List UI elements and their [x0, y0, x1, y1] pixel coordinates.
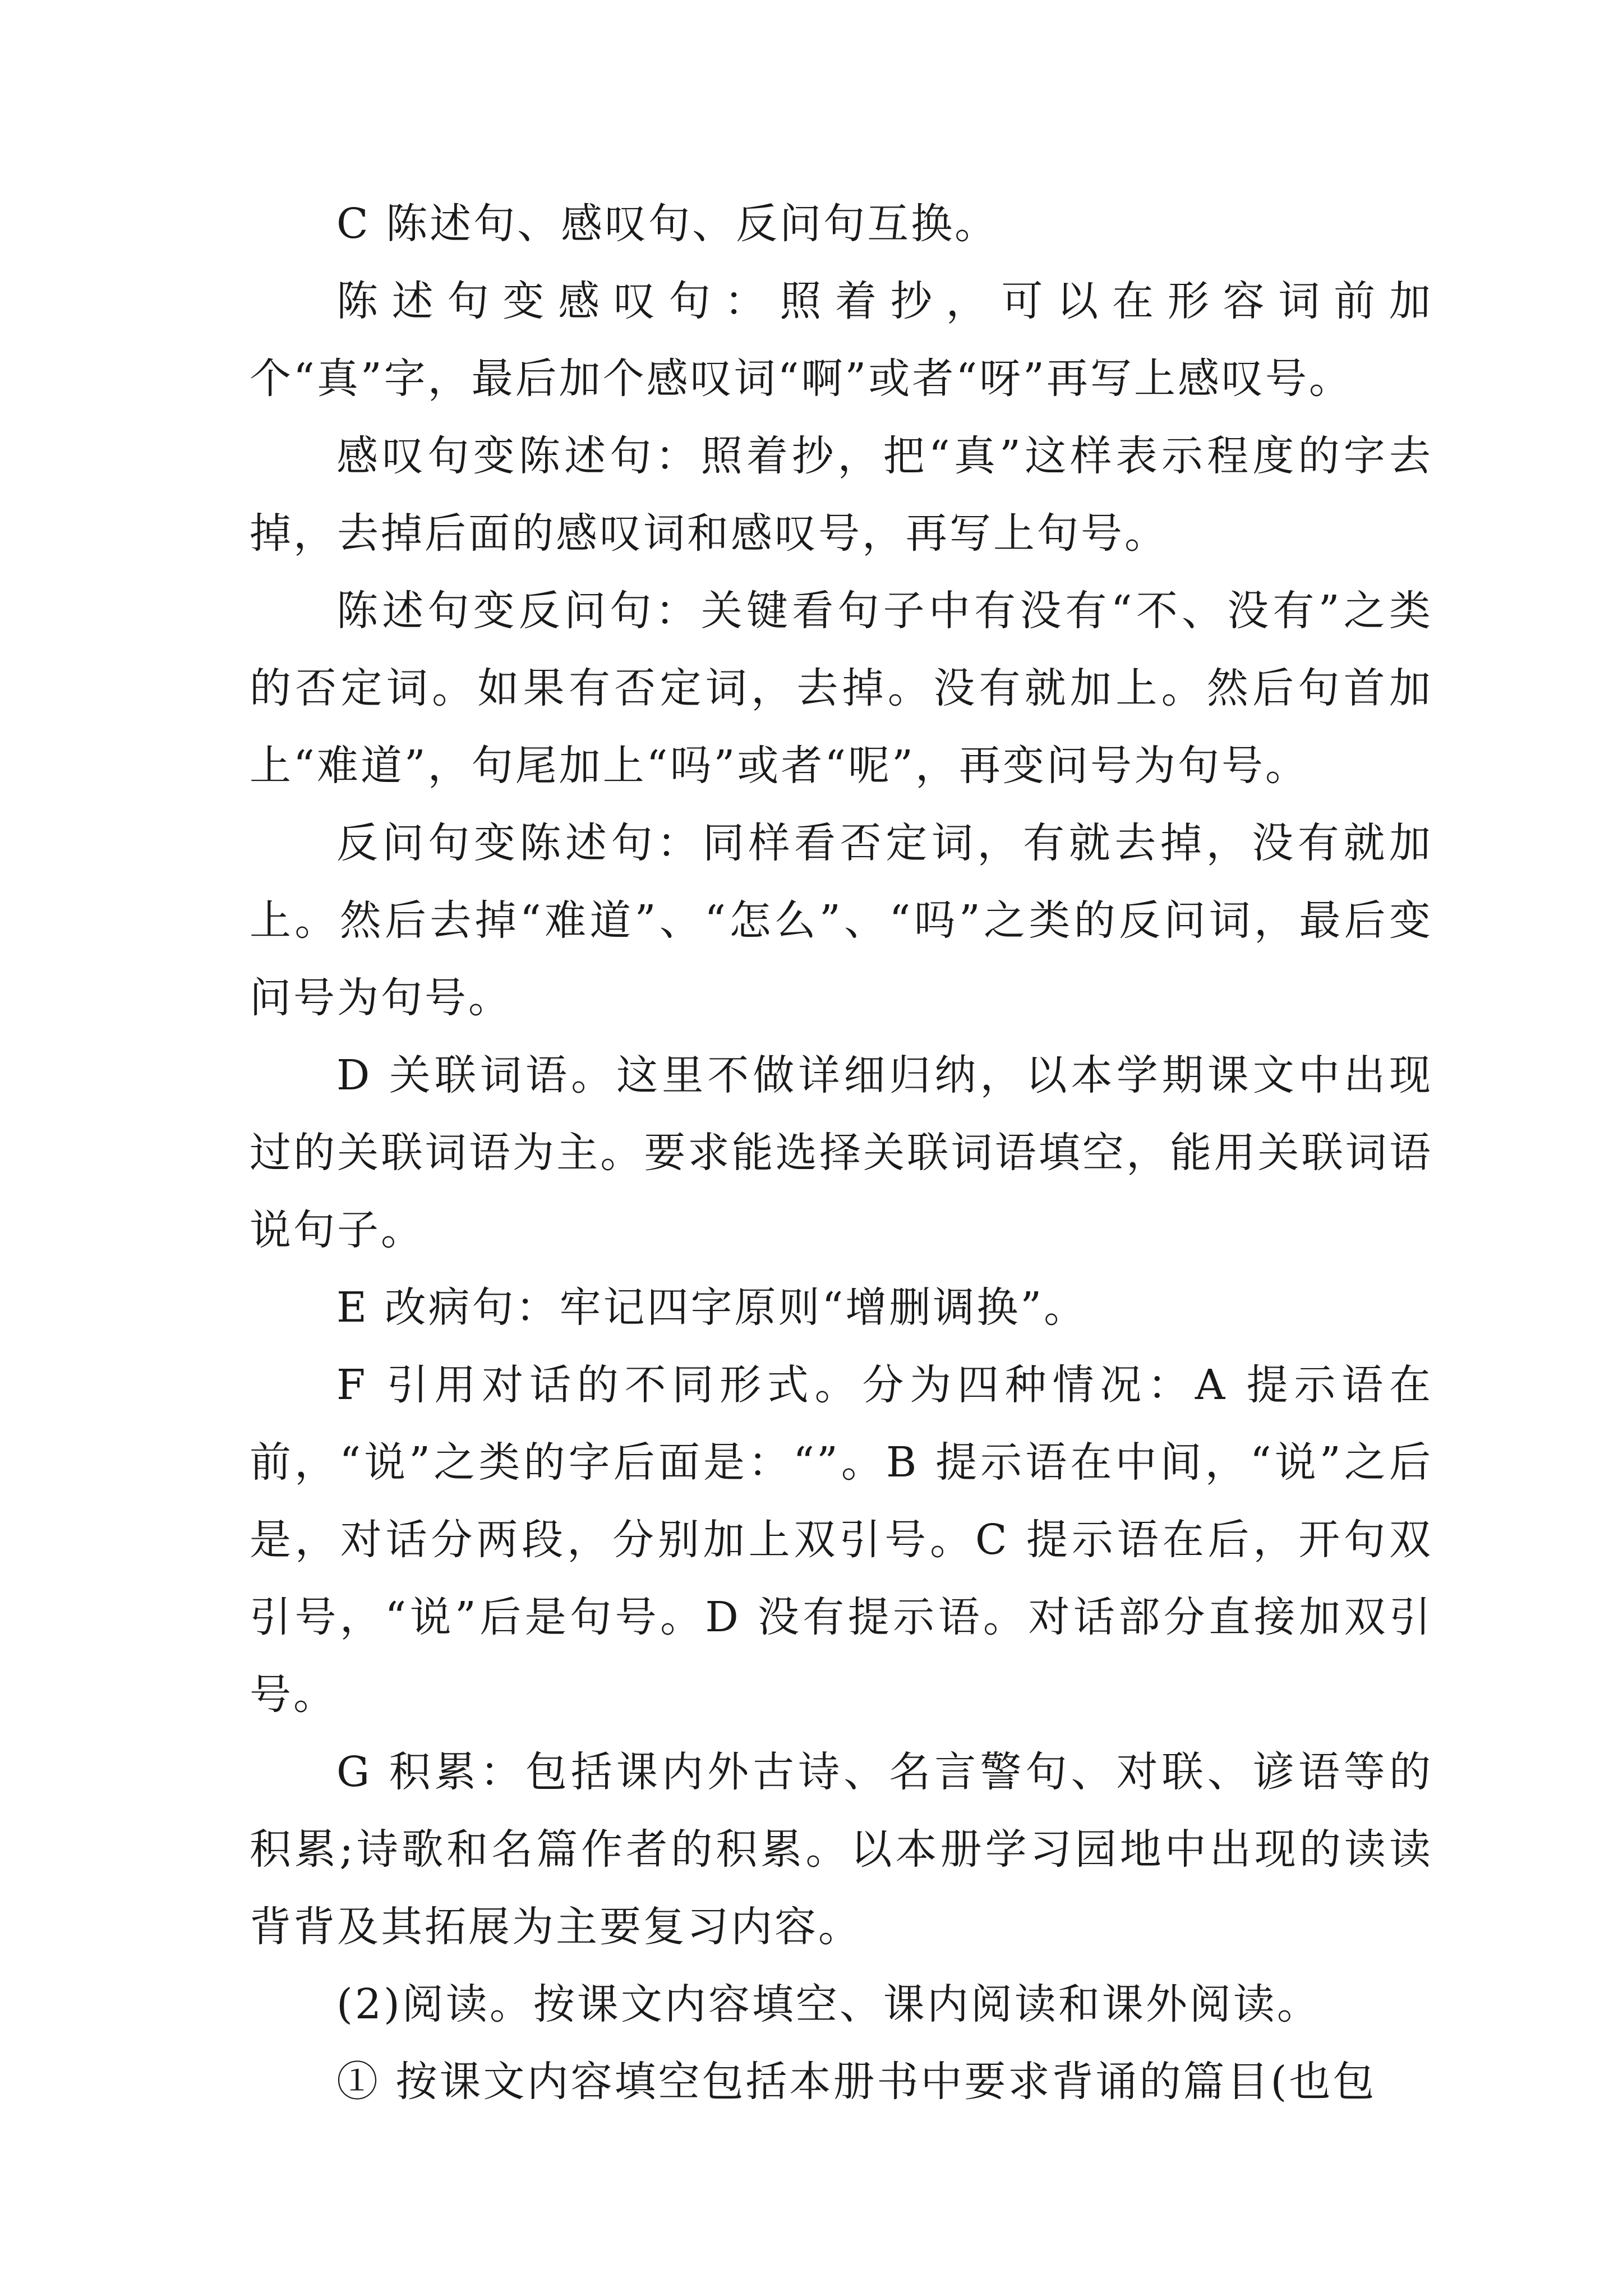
document-body	[250, 185, 1433, 2120]
paragraph-sentence-correction: E 改病句：牢记四字原则“增删调换”。	[336, 1283, 1088, 1332]
paragraph-dialogue-forms: F 引用对话的不同形式。分为四种情况：A 提示语在前，“说”之类的字后面是：“”。B 提示语在中间，“说”之后是，对话分两段，分别加上双引号。C 提示语在后，开句双引号，“说”后是句号。D 没有提示语。对话部分直接加双引号。	[250, 1361, 1433, 1719]
paragraph-rhetorical-to-statement: 反问句变陈述句：同样看否定词，有就去掉，没有就加上。然后去掉“难道”、“怎么”、“吗”之类的反问词，最后变问号为句号。	[250, 819, 1433, 1022]
paragraph-accumulation: G 积累：包括课内外古诗、名言警句、对联、谚语等的积累;诗歌和名篇作者的积累。以本册学习园地中出现的读读背背及其拓展为主要复习内容。	[250, 1748, 1433, 1951]
paragraph-statement-to-rhetorical: 陈述句变反问句：关键看句子中有没有“不、没有”之类的否定词。如果有否定词，去掉。没有就加上。然后句首加上“难道”，句尾加上“吗”或者“呢”，再变问号为句号。	[250, 587, 1433, 790]
paragraph-exclamation-to-statement: 感叹句变陈述句：照着抄，把“真”这样表示程度的字去掉，去掉后面的感叹词和感叹号，再写上句号。	[250, 432, 1433, 558]
paragraph-reading: (2)阅读。按课文内容填空、课内阅读和课外阅读。	[336, 1980, 1321, 2028]
paragraph-sentence-conversion: C 陈述句、感叹句、反问句互换。	[336, 200, 999, 248]
paragraph-conjunctions: D 关联词语。这里不做详细归纳，以本学期课文中出现过的关联词语为主。要求能选择关联词语填空，能用关联词语说句子。	[250, 1051, 1433, 1254]
paragraph-statement-to-exclamation: 陈述句变感叹句：照着抄，可以在形容词前加个“真”字，最后加个感叹词“啊”或者“呀”再写上感叹号。	[250, 277, 1433, 403]
paragraph-fill-in-blanks: ① 按课文内容填空包括本册书中要求背诵的篇目(也包	[336, 2058, 1377, 2106]
